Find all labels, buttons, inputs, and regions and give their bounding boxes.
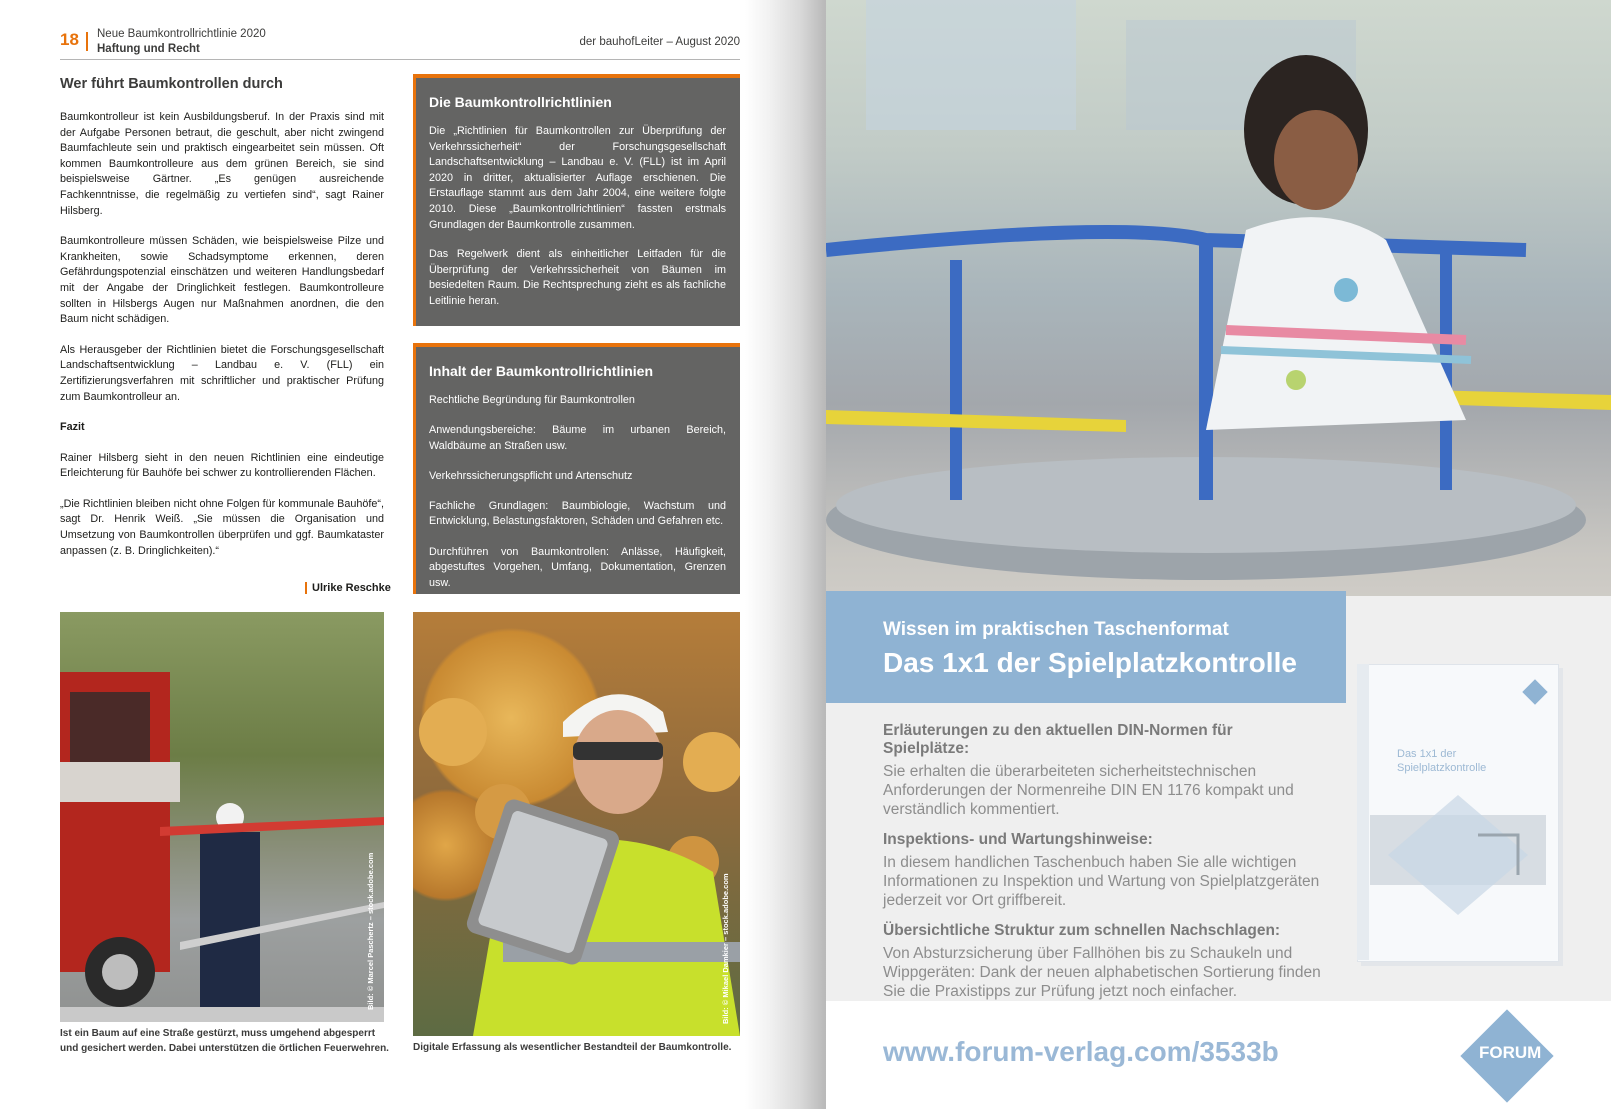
fazit-paragraph: „Die Richtlinien bleiben nicht ohne Folgen für kommunale Bauhöfe“, sagt Dr. Henrik Weiß. „Sie müssen die Organisation und Umsetzung von Baumkontrollen überprüfen und ggf. Baumkataster anpassen (z. B. Dringlichkeiten).“: [60, 497, 384, 557]
photo-caption: Ist ein Baum auf eine Straße gestürzt, muss umgehend abgesperrt und gesichert werden. Dabei unterstützen die örtlichen Feuerwehren.: [60, 1028, 389, 1054]
promo-features: [883, 722, 1323, 1013]
feature-heading: Übersichtliche Struktur zum schnellen Nachschlagen:: [883, 922, 1281, 939]
info-box-title: Inhalt der Baumkontrollrichtlinien: [429, 363, 654, 379]
carousel-girl-illustration: [826, 0, 1611, 652]
photo-credit: Bild: © Marcel Paschertz – stock.adobe.com: [366, 852, 375, 1010]
contents-item: Fachliche Grundlagen: Baumbiologie, Wachstum und Entwicklung, Belastungsfaktoren, Schäden und Gefahren etc.: [429, 499, 726, 528]
article-paragraph: Baumkontrolleure müssen Schäden, wie beispielsweise Pilze und Krankheiten, sowie Schadsymptome erkennen, deren Gefährdungspotenzial einschätzen und weiteren Handlungsbedarf mit der Angabe der Dringlichkeit festlegen. Baumkontrolleure sollten in Hilsbergs Augen nur Maßnahmen anordnen, die den Baum nicht schädigen.: [60, 235, 384, 326]
fazit-heading: Fazit: [60, 421, 85, 434]
running-section: Haftung und Recht: [97, 43, 200, 55]
article-body: [60, 110, 384, 574]
fire-truck-illustration: [60, 612, 384, 1022]
book-cover-art: [1358, 665, 1558, 961]
book-cover-title: Das 1x1 der: [1397, 748, 1457, 760]
contents-item: Verkehrssicherungspflicht und Artenschutz: [429, 469, 633, 482]
feature-text: In diesem handlichen Taschenbuch haben Sie alle wichtigen Informationen zu Inspektion und Wartung von Spielplatzgeräten jederzeit vor Ort griffbereit.: [883, 854, 1320, 909]
header-rule: [60, 59, 740, 60]
fire-truck-photo: [60, 612, 384, 1022]
playground-hero-photo: [826, 0, 1611, 652]
worker-tablet-photo: [413, 612, 740, 1036]
running-title: Neue Baumkontrollrichtlinie 2020: [97, 28, 266, 40]
author-signature: Ulrike Reschke: [305, 582, 391, 594]
info-box-title: Die Baumkontrollrichtlinien: [429, 94, 612, 110]
page-number: 18: [60, 30, 79, 49]
info-box-paragraph: Die „Richtlinien für Baumkontrollen zur Überprüfung der Verkehrssicherheit“ der Forschungsgesellschaft Landschaftsentwicklung – Landbau e. V. (FLL) ist im April 2020 in dritter, aktualisierter Auflage erschienen. Die Erstauflage stammt aus dem Jahr 2004, eine weitere folgte 2010. Diese „Baumkontrollrichtlinien“ fassten erstmals Grundlagen der Baumkontrolle zusammen.: [429, 125, 726, 231]
book-cover-title: Spielplatzkontrolle: [1397, 762, 1487, 774]
contents-item: Rechtliche Begründung für Baumkontrollen: [429, 394, 635, 406]
feature-heading: Erläuterungen zu den aktuellen DIN-Normen für Spielplätze:: [883, 722, 1233, 757]
book-cover: [1357, 664, 1559, 962]
promo-title: Das 1x1 der Spielplatzkontrolle: [883, 647, 1297, 678]
info-box-paragraph: Das Regelwerk dient als einheitlicher Leitfaden für die Überprüfung der Verkehrssicherheit von Bäumen im besiedelten Raum. Die Rechtsprechung zieht es als fachliche Leitlinie heran.: [429, 248, 726, 307]
article-heading: Wer führt Baumkontrollen durch: [60, 76, 283, 92]
photo-credit: Bild: © Mikael Damkier – stock.adobe.com: [721, 873, 730, 1024]
contents-item: Durchführen von Baumkontrollen: Anlässe, Häufigkeit, abgestuftes Vorgehen, Umfang, Dokumentation, Grenzen usw.: [429, 545, 726, 589]
promo-kicker: Wissen im praktischen Taschenformat: [883, 619, 1229, 640]
book-spine: [1357, 664, 1369, 960]
photo-caption: Digitale Erfassung als wesentlicher Bestandteil der Baumkontrolle.: [413, 1042, 732, 1053]
feature-text: Sie erhalten die überarbeiteten sicherheitstechnischen Anforderungen der Normenreihe DIN EN 1176 kompakt und verständlich kommentiert.: [883, 763, 1294, 818]
feature-heading: Inspektions- und Wartungshinweise:: [883, 831, 1153, 848]
promo-url-link[interactable]: www.forum-verlag.com/3533b: [883, 1036, 1279, 1067]
page-number-divider: [86, 32, 88, 51]
forum-logo-text: FORUM: [1479, 1043, 1542, 1062]
info-box-guidelines: [413, 74, 740, 326]
info-box-contents: [413, 343, 740, 594]
article-paragraph: Als Herausgeber der Richtlinien bietet die Forschungsgesellschaft Landschaftsentwicklung – Landbau e. V. (FLL) ein Zertifizierungsverfahren mit schriftlicher und praktischer Prüfung zum Baumkontrolleur an.: [60, 343, 384, 403]
publication-info: der bauhofLeiter – August 2020: [579, 36, 740, 48]
contents-item: Anwendungsbereiche: Bäume im urbanen Bereich, Waldbäume an Straßen usw.: [429, 424, 726, 452]
feature-text: Von Absturzsicherung über Fallhöhen bis zu Schaukeln und Wippgeräten: Dank der neuen alphabetischen Sortierung finden Sie die Praxistipps zur Prüfung jetzt noch einfacher.: [883, 945, 1321, 1000]
fazit-paragraph: Rainer Hilsberg sieht in den neuen Richtlinien eine eindeutige Erleichterung für Bauhöfe bei schwer zu kontrollierenden Flächen.: [60, 451, 384, 480]
worker-illustration: [413, 612, 740, 1036]
article-paragraph: Baumkontrolleur ist kein Ausbildungsberuf. In der Praxis sind mit der Aufgabe Personen betraut, die geschult, aber nicht zwingend Baumfachleute sein und praktisch eingearbeitet sein müssen. Oft kommen Baumkontrolleure aus dem grünen Bereich, sie sind beispielsweise Gärtner. „Es genügen ausreichende Fachkenntnisse, die regelmäßig zu vertiefen sind“, sagt Rainer Hilsberg.: [60, 111, 384, 217]
